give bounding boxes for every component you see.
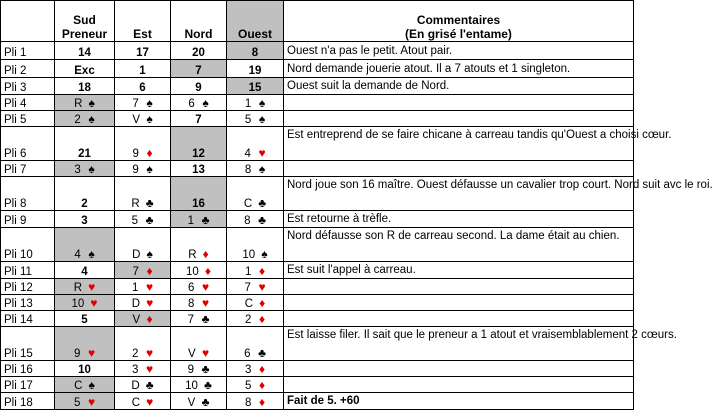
card-ouest	[227, 177, 284, 211]
card-sud	[55, 42, 115, 60]
card-ouest	[227, 311, 284, 327]
diamond-icon: ♦	[204, 264, 211, 278]
card-value: Exc	[74, 65, 95, 77]
card-nord	[171, 393, 227, 410]
card-value: 10	[186, 266, 199, 278]
card-value: 5	[73, 397, 81, 409]
trick-row	[1, 161, 634, 177]
card-nord	[171, 42, 227, 60]
card-ouest	[227, 262, 284, 279]
card-value: 2	[244, 314, 252, 326]
card-ouest	[227, 377, 284, 393]
card-value: 5	[81, 314, 88, 326]
trick-label: Pli 18	[1, 393, 55, 410]
card-ouest	[227, 161, 284, 177]
card-value: 9	[187, 364, 194, 376]
card-value: 18	[78, 82, 91, 94]
trick-comment: Est laisse filer. Il sait que le preneur a 1 atout et vraisemblablement 2 cœurs.	[284, 327, 634, 361]
heart-icon: ♥	[145, 280, 154, 294]
card-nord	[171, 327, 227, 361]
spade-icon: ♠	[258, 162, 266, 176]
card-value: 3	[244, 364, 252, 376]
header-row	[1, 1, 634, 42]
spade-icon: ♠	[88, 112, 95, 126]
card-value: 15	[248, 82, 262, 94]
trick-comment: Est retourne à trèfle.	[284, 211, 634, 228]
header-nord: Nord	[171, 1, 227, 42]
card-value: 9	[132, 148, 139, 160]
card-ouest	[227, 42, 284, 60]
card-value: R	[131, 198, 140, 210]
card-sud	[55, 311, 115, 327]
card-value: 3	[81, 215, 88, 227]
diamond-icon: ♦	[258, 378, 266, 392]
card-nord	[171, 377, 227, 393]
header-sud-preneur: Sud Preneur	[55, 1, 115, 42]
heart-icon: ♥	[146, 296, 154, 310]
card-nord	[171, 177, 227, 211]
card-value: 7	[195, 114, 202, 126]
card-sud	[55, 228, 115, 262]
card-sud	[55, 279, 115, 295]
trick-row	[1, 327, 634, 361]
diamond-icon: ♦	[258, 395, 266, 409]
card-nord	[171, 161, 227, 177]
trick-label: Pli 11	[1, 262, 55, 279]
card-ouest	[227, 295, 284, 311]
trick-row	[1, 361, 634, 377]
card-value: 16	[192, 198, 205, 210]
club-icon: ♣	[201, 213, 210, 227]
trick-comment: Fait de 5. +60	[284, 393, 634, 410]
trick-row	[1, 111, 634, 127]
card-sud	[55, 262, 115, 279]
card-est	[115, 377, 171, 393]
card-value: 8	[244, 397, 252, 409]
trick-row	[1, 127, 634, 161]
trick-row	[1, 311, 634, 327]
card-est	[115, 393, 171, 410]
card-value: D	[132, 249, 141, 261]
card-value: 5	[131, 215, 138, 227]
card-sud	[55, 111, 115, 127]
trick-label: Pli 13	[1, 295, 55, 311]
club-icon: ♣	[201, 362, 210, 376]
card-est	[115, 211, 171, 228]
card-value: C	[131, 397, 141, 409]
card-sud	[55, 377, 115, 393]
diamond-icon: ♦	[146, 146, 153, 160]
card-value: D	[131, 380, 140, 392]
card-value: 7	[132, 98, 139, 110]
card-value: 7	[195, 65, 202, 77]
card-value: 6	[244, 348, 251, 360]
card-ouest	[227, 60, 284, 78]
club-icon: ♣	[201, 395, 210, 409]
card-est	[115, 327, 171, 361]
header-ouest: Ouest	[227, 1, 284, 42]
header-pli	[1, 1, 55, 42]
trick-comment: Nord demande jouerie atout. Il a 7 atouts et 1 singleton.	[284, 60, 634, 78]
card-value: V	[132, 114, 140, 126]
diamond-icon: ♦	[202, 247, 209, 261]
card-nord	[171, 127, 227, 161]
card-value: R	[73, 282, 83, 294]
diamond-icon: ♦	[258, 312, 266, 326]
card-value: 8	[251, 47, 259, 59]
heart-icon: ♥	[145, 346, 154, 360]
trick-comment: Nord défausse son R de carreau second. La dame était au chien.	[284, 228, 634, 262]
trick-comment: Ouest n'a pas le petit. Atout pair.	[284, 42, 634, 60]
card-value: C	[244, 298, 254, 310]
card-est	[115, 279, 171, 295]
trick-row	[1, 295, 634, 311]
card-value: 2	[81, 198, 88, 210]
heart-icon: ♥	[201, 346, 210, 360]
card-est	[115, 111, 171, 127]
spade-icon: ♠	[258, 96, 266, 110]
card-est	[115, 361, 171, 377]
spade-icon: ♠	[146, 162, 153, 176]
card-est	[115, 127, 171, 161]
trick-label: Pli 1	[1, 42, 55, 60]
card-value: V	[187, 348, 196, 360]
heart-icon: ♥	[87, 346, 96, 360]
card-value: R	[74, 98, 83, 110]
trick-comment	[284, 311, 634, 327]
card-sud	[55, 295, 115, 311]
card-value: 10	[242, 249, 256, 261]
trick-comment	[284, 111, 634, 127]
heart-icon: ♥	[201, 296, 210, 310]
club-icon: ♣	[145, 196, 154, 210]
card-est	[115, 311, 171, 327]
card-value: 4	[81, 266, 88, 278]
card-est	[115, 262, 171, 279]
card-ouest	[227, 127, 284, 161]
card-value: D	[131, 298, 141, 310]
card-value: 17	[136, 47, 149, 59]
trick-label: Pli 10	[1, 228, 55, 262]
trick-row	[1, 78, 634, 95]
club-icon: ♣	[258, 213, 266, 227]
card-sud	[55, 327, 115, 361]
card-value: C	[243, 198, 253, 210]
club-icon: ♣	[201, 312, 210, 326]
card-value: 7	[244, 282, 251, 294]
card-est	[115, 42, 171, 60]
trick-comment	[284, 161, 634, 177]
trick-label: Pli 9	[1, 211, 55, 228]
trick-comment: Nord joue son 16 maître. Ouest défausse un cavalier trop court. Nord suit avc le roi.	[284, 177, 634, 211]
heart-icon: ♥	[258, 146, 266, 160]
card-nord	[171, 60, 227, 78]
card-est	[115, 177, 171, 211]
card-value: 6	[187, 282, 195, 294]
club-icon: ♣	[258, 196, 267, 210]
card-est	[115, 161, 171, 177]
trick-comment: Est suit l'appel à carreau.	[284, 262, 634, 279]
spade-icon: ♠	[261, 247, 268, 261]
card-sud	[55, 177, 115, 211]
trick-row	[1, 95, 634, 111]
trick-comment	[284, 361, 634, 377]
card-value: V	[187, 397, 196, 409]
card-nord	[171, 262, 227, 279]
card-sud	[55, 95, 115, 111]
diamond-icon: ♦	[146, 312, 153, 326]
spade-icon: ♠	[88, 247, 95, 261]
card-est	[115, 295, 171, 311]
club-icon: ♣	[258, 346, 266, 360]
card-nord	[171, 311, 227, 327]
trick-row	[1, 60, 634, 78]
card-nord	[171, 211, 227, 228]
card-value: 10	[78, 364, 91, 376]
card-ouest	[227, 393, 284, 410]
card-sud	[55, 361, 115, 377]
card-value: 9	[195, 82, 202, 94]
spade-icon: ♠	[146, 112, 153, 126]
card-value: 1	[244, 98, 252, 110]
card-sud	[55, 211, 115, 228]
card-nord	[171, 279, 227, 295]
spade-icon: ♠	[146, 247, 153, 261]
card-value: 6	[139, 82, 146, 94]
card-value: 9	[132, 164, 139, 176]
card-value: 5	[244, 114, 252, 126]
card-value: 10	[71, 298, 85, 310]
card-nord	[171, 78, 227, 95]
card-value: 4	[244, 148, 251, 160]
heart-icon: ♥	[146, 395, 154, 409]
card-ouest	[227, 111, 284, 127]
trick-label: Pli 6	[1, 127, 55, 161]
card-value: 3	[131, 364, 139, 376]
trick-comment	[284, 295, 634, 311]
trick-comment	[284, 377, 634, 393]
card-ouest	[227, 327, 284, 361]
card-value: 5	[244, 380, 252, 392]
card-value: 3	[74, 164, 81, 176]
trick-row	[1, 393, 634, 410]
card-ouest	[227, 78, 284, 95]
card-value: 8	[244, 215, 251, 227]
trick-label: Pli 8	[1, 177, 55, 211]
trick-row	[1, 279, 634, 295]
trick-label: Pli 16	[1, 361, 55, 377]
card-ouest	[227, 228, 284, 262]
tricks-body	[1, 42, 713, 410]
trick-row	[1, 377, 634, 393]
club-icon: ♣	[145, 213, 154, 227]
card-value: C	[74, 380, 83, 392]
card-ouest	[227, 279, 284, 295]
card-value: 14	[78, 47, 91, 59]
trick-label: Pli 2	[1, 60, 55, 78]
trick-label: Pli 14	[1, 311, 55, 327]
trick-label: Pli 4	[1, 95, 55, 111]
spade-icon: ♠	[202, 96, 209, 110]
card-value: 4	[74, 249, 81, 261]
card-nord	[171, 228, 227, 262]
card-ouest	[227, 211, 284, 228]
card-value: R	[188, 249, 197, 261]
heart-icon: ♥	[258, 280, 266, 294]
card-value: 1	[187, 215, 194, 227]
heart-icon: ♥	[87, 395, 96, 409]
trick-row	[1, 42, 634, 60]
card-value: 20	[192, 47, 205, 59]
trick-comment	[284, 95, 634, 111]
spade-icon: ♠	[88, 378, 95, 392]
trick-label: Pli 7	[1, 161, 55, 177]
card-ouest	[227, 361, 284, 377]
card-est	[115, 78, 171, 95]
trick-label: Pli 3	[1, 78, 55, 95]
club-icon: ♣	[203, 378, 212, 392]
card-value: 7	[187, 314, 194, 326]
header-est: Est	[115, 1, 171, 42]
card-sud	[55, 393, 115, 410]
card-sud	[55, 78, 115, 95]
card-value: 21	[78, 148, 91, 160]
heart-icon: ♥	[201, 280, 210, 294]
trick-label: Pli 17	[1, 377, 55, 393]
card-value: 8	[187, 298, 195, 310]
card-value: 10	[185, 380, 198, 392]
card-value: 9	[73, 348, 81, 360]
card-value: 1	[244, 266, 252, 278]
card-est	[115, 95, 171, 111]
spade-icon: ♠	[146, 96, 153, 110]
card-nord	[171, 95, 227, 111]
card-value: 8	[244, 164, 252, 176]
card-value: 19	[248, 65, 262, 77]
trick-label: Pli 15	[1, 327, 55, 361]
card-ouest	[227, 95, 284, 111]
heart-icon: ♥	[88, 280, 96, 294]
diamond-icon: ♦	[258, 362, 266, 376]
trick-row	[1, 177, 634, 211]
card-nord	[171, 295, 227, 311]
trick-comment	[284, 279, 634, 295]
diamond-icon: ♦	[259, 296, 266, 310]
card-sud	[55, 127, 115, 161]
card-sud	[55, 161, 115, 177]
card-sud	[55, 60, 115, 78]
trick-label: Pli 5	[1, 111, 55, 127]
card-value: 6	[188, 98, 195, 110]
card-value: V	[132, 314, 141, 326]
card-nord	[171, 111, 227, 127]
trick-comment: Ouest suit la demande de Nord.	[284, 78, 634, 95]
heart-icon: ♥	[145, 362, 154, 376]
trick-comment: Est entreprend de se faire chicane à carreau tandis qu'Ouest a choisi cœur.	[284, 127, 634, 161]
spade-icon: ♠	[88, 96, 95, 110]
header-commentaires: Commentaires (En grisé l'entame)	[284, 1, 634, 42]
card-nord	[171, 361, 227, 377]
card-value: 1	[131, 282, 139, 294]
diamond-icon: ♦	[146, 264, 153, 278]
card-value: 7	[132, 266, 139, 278]
spade-icon: ♠	[88, 162, 95, 176]
card-value: 12	[192, 148, 205, 160]
card-est	[115, 60, 171, 78]
trick-row	[1, 262, 634, 279]
spade-icon: ♠	[258, 112, 266, 126]
trick-label: Pli 12	[1, 279, 55, 295]
card-est	[115, 228, 171, 262]
card-value: 13	[192, 164, 205, 176]
heart-icon: ♥	[90, 296, 98, 310]
card-value: 2	[74, 114, 81, 126]
trick-row	[1, 228, 634, 262]
card-value: 1	[139, 65, 146, 77]
trick-row	[1, 211, 634, 228]
club-icon: ♣	[145, 378, 154, 392]
card-value: 2	[131, 348, 139, 360]
diamond-icon: ♦	[258, 264, 266, 278]
